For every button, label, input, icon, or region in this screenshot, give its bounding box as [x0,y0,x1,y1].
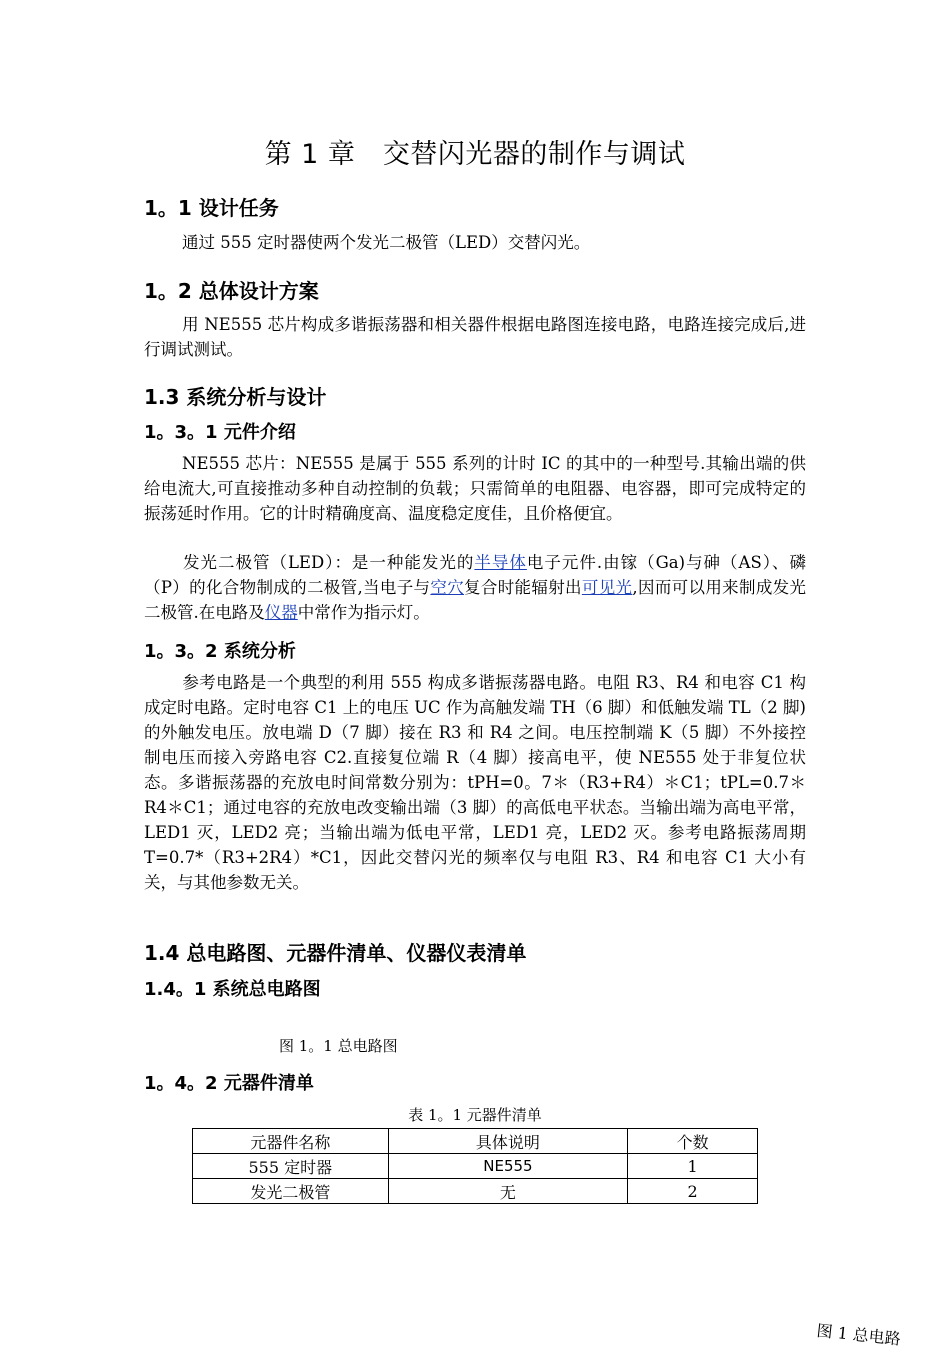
led-text-1: 发光二极管（LED）：是一种能发光的 [182,553,475,572]
link-instrument[interactable]: 仪器 [264,603,298,622]
chapter-title: 第 1 章 交替闪光器的制作与调试 [264,139,686,170]
table-cell: 2 [628,1179,758,1204]
link-semiconductor[interactable]: 半导体 [474,553,527,572]
section-1-4-heading: 1.4 总电路图、元器件清单、仪器仪表清单 [144,941,527,965]
table-caption: 表 1。1 元器件清单 [408,1106,542,1124]
led-text-5: 中常作为指示灯。 [297,603,430,622]
table-cell: 555 定时器 [193,1154,389,1179]
components-table [192,1128,758,1204]
table-header-row [193,1129,758,1154]
component-intro-ne555 [144,451,806,526]
led-text-4: ,因而可以用来制成发光二极管.在电路及 [144,578,806,622]
section-1-2-heading: 1。2 总体设计方案 [144,279,319,303]
section-1-4-1-heading: 1.4。1 系统总电路图 [144,979,321,1000]
section-1-1-heading: 1。1 设计任务 [144,196,279,220]
table-cell: NE555 [388,1154,628,1179]
system-analysis-text: 参考电路是一个典型的利用 555 构成多谐振荡器电路。电阻 R3、R4 和电容 C1 构成定时电路。定时电容 C1 上的电压 UC 作为高触发端 TH（6 脚）和低触发端 TL（2 脚)的外触发电压。放电端 D（7 脚）接在 R3 和 R4 之间。电压控制端 K（5 脚）不外接控制电压而接入旁路电容 C2.直接复位端 R（4 脚）接高电平，使 NE555 处于非复位状态。多谐振荡器的充放电时间常数分别为：tPH=0。7＊（R3+R4）＊C1；tPL=0.7＊R4＊C1；通过电容的充放电改变输出端（3 脚）的高低电平状态。当输出端为高电平常，LED1 灭，LED2 亮；当输出端为低电平常，LED1 亮，LED2 灭。参考电路振荡周期 T=0.7*（R3+2R4）*C1，因此交替闪光的频率仅与电阻 R3、R4 和电容 C1 大小有关，与其他参数无关。 [144,673,806,892]
section-1-3-heading: 1.3 系统分析与设计 [144,385,327,409]
section-1-1-body [144,230,806,255]
section-1-3-1-heading: 1。3。1 元件介绍 [144,422,296,443]
link-hole[interactable]: 空穴 [430,578,465,597]
table-row [193,1179,758,1204]
column-header: 个数 [628,1129,758,1154]
section-1-2-body [144,312,806,362]
table-cell: 1 [628,1154,758,1179]
link-visible-light[interactable]: 可见光 [581,578,633,597]
table-cell: 无 [388,1179,628,1204]
column-header: 具体说明 [388,1129,628,1154]
section-1-1-text: 通过 555 定时器使两个发光二极管（LED）交替闪光。 [182,233,591,252]
ne555-text: NE555 芯片：NE555 是属于 555 系列的计时 IC 的其中的一种型号.其输出端的供给电流大,可直接推动多种自动控制的负载；只需简单的电阻器、电容器，即可完成特定的振荡延时作用。它的计时精确度高、温度稳定度佳，且价格便宜。 [144,454,806,523]
led-text-2: 电子元件.由镓（Ga)与砷（AS）、磷（P）的化合物制成的二极管,当电子与 [144,553,807,597]
table-row [193,1154,758,1179]
section-1-2-text: 用 NE555 芯片构成多谐振荡器和相关器件根据电路图连接电路，电路连接完成后,进行调试测试。 [144,315,806,359]
component-intro-led [144,550,806,625]
column-header: 元器件名称 [193,1129,389,1154]
figure-caption: 图 1。1 总电路图 [279,1037,398,1055]
section-1-4-2-heading: 1。4。2 元器件清单 [144,1073,314,1094]
led-text-3: 复合时能辐射出 [464,578,582,597]
section-1-3-2-heading: 1。3。2 系统分析 [144,641,296,662]
stray-caption: 图 1 总电路 [815,1320,902,1349]
system-analysis-body [144,670,806,895]
table-cell: 发光二极管 [193,1179,389,1204]
